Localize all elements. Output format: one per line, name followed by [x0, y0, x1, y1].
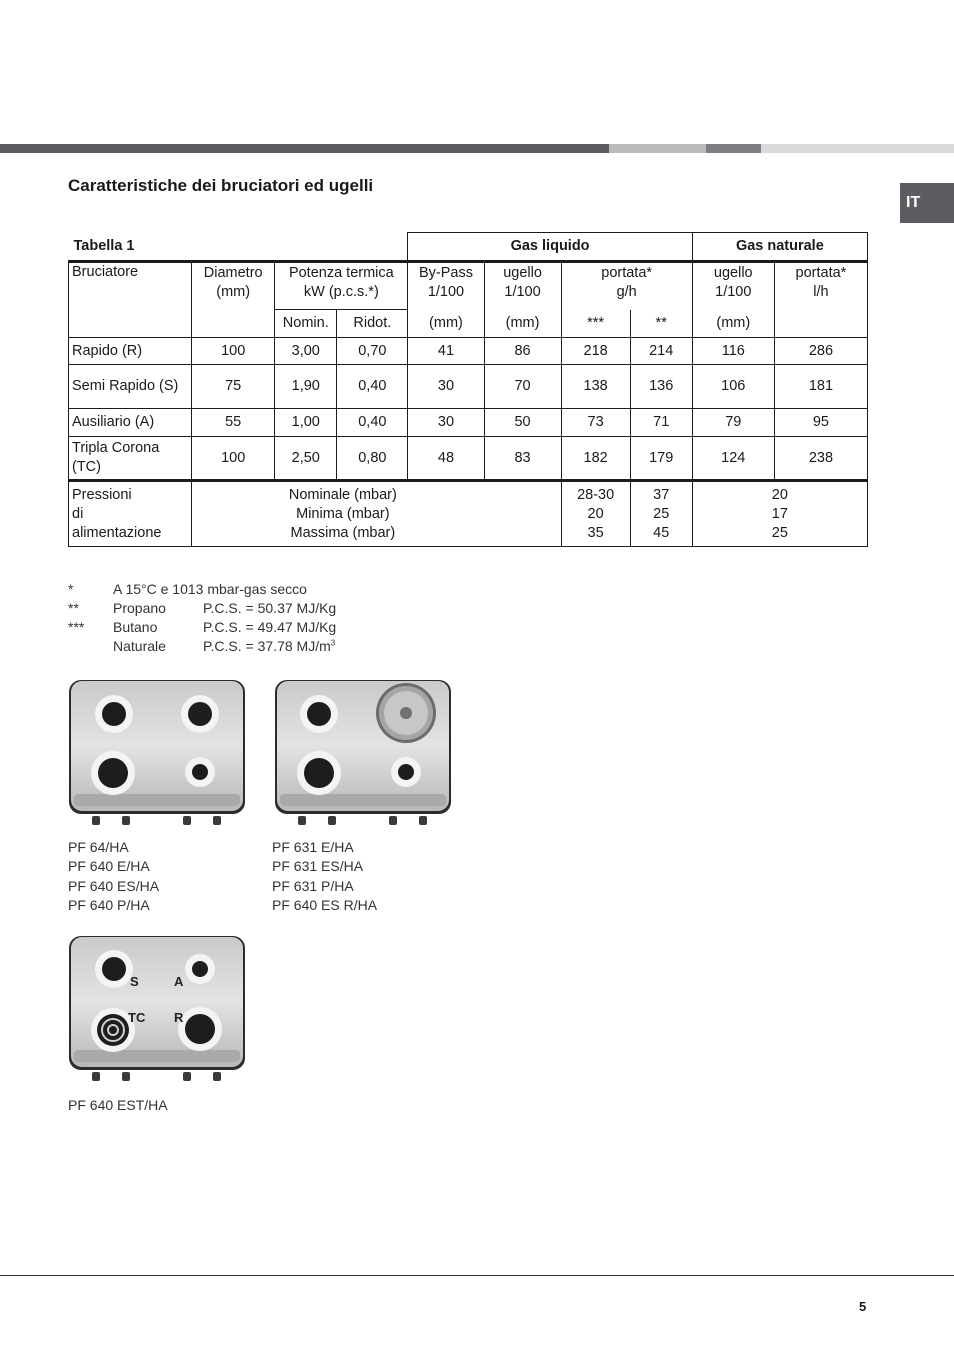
header-bar-pale: [761, 144, 954, 153]
model-name: PF 640 EST/HA: [68, 1097, 168, 1113]
pressure-label: Pressioni di alimentazione: [69, 481, 192, 547]
cell-nominal: 3,00: [275, 338, 337, 365]
footnote: [68, 600, 388, 619]
footnote-value: P.C.S. = 37.78 $MJ/m^3$: [203, 638, 336, 654]
header-propane: **: [630, 310, 692, 338]
cell-flow-propane: 71: [630, 409, 692, 437]
cell-bypass: 30: [408, 365, 484, 409]
hob3-drawing: [66, 932, 248, 1084]
header-nozzle: ugello 1/100: [484, 262, 561, 310]
model-name: PF 631 E/HA: [272, 839, 354, 855]
header-reduced: Ridot.: [337, 310, 408, 338]
header-power: Potenza termica kW (p.c.s.*): [275, 262, 408, 310]
hob-illustration-triple-crown: [66, 932, 248, 1084]
cell-natural-flow: 238: [774, 437, 867, 481]
cell-natural-nozzle: 106: [692, 365, 774, 409]
header-bar-light: [609, 144, 706, 153]
cell-flow-butane: 138: [561, 365, 630, 409]
footnote-value: P.C.S. = 50.37 MJ/Kg: [203, 600, 337, 616]
burner-label-tc: TC: [128, 1010, 146, 1025]
model-name: PF 64/HA: [68, 839, 129, 855]
table-row: [69, 365, 868, 409]
burner-name: Tripla Corona (TC): [69, 437, 192, 481]
hob-illustration-three-burners-electric: [272, 676, 454, 828]
footnote-mark: **: [68, 600, 79, 616]
header-bar-mid: [706, 144, 761, 153]
footnote-gas: Naturale: [113, 638, 166, 654]
pressure-propane: 37 25 45: [630, 481, 692, 547]
burner-spec-table: [68, 232, 868, 547]
header-bar: [0, 144, 954, 153]
cell-reduced: 0,40: [337, 365, 408, 409]
footnote: [68, 581, 388, 600]
model-name: PF 640 ES R/HA: [272, 896, 378, 913]
header-bar-dark: [0, 144, 609, 153]
burner-label-s: S: [130, 974, 139, 989]
footnotes: [68, 581, 388, 657]
footnote: [68, 619, 388, 638]
cell-nozzle: 83: [484, 437, 561, 481]
pressure-natural: 20 17 25: [692, 481, 867, 547]
cell-nominal: 1,90: [275, 365, 337, 409]
hob3-model-list: [68, 1096, 168, 1115]
header-flow-liquid: portata* g/h: [561, 262, 692, 310]
model-name: PF 640 ES/HA: [68, 877, 160, 894]
burner-name: Rapido (R): [69, 338, 192, 365]
header-natural-flow: portata* l/h: [774, 262, 867, 338]
header-nozzle-unit: (mm): [484, 310, 561, 338]
header-nominal: Nomin.: [275, 310, 337, 338]
model-name: PF 631 ES/HA: [272, 858, 364, 875]
pressure-butane: 28-30 20 35: [561, 481, 630, 547]
group-natural-gas: Gas naturale: [692, 233, 867, 262]
hob1-model-list: [68, 838, 159, 915]
burner-name: Semi Rapido (S): [69, 365, 192, 409]
cell-natural-flow: 181: [774, 365, 867, 409]
footnote-gas: Propano: [113, 600, 166, 616]
language-tab: IT: [900, 183, 954, 223]
pressure-row: [69, 481, 868, 547]
footnote-text: A 15°C e 1013 mbar-gas secco: [113, 581, 307, 597]
footnote-mark: *: [68, 581, 74, 597]
cell-diameter: 75: [192, 365, 275, 409]
header-bypass-unit: (mm): [408, 310, 484, 338]
page-number: 5: [859, 1299, 867, 1314]
burner-label-r: R: [174, 1010, 184, 1025]
footnote-mark: ***: [68, 619, 85, 635]
cell-diameter: 55: [192, 409, 275, 437]
cell-reduced: 0,70: [337, 338, 408, 365]
cell-nozzle: 86: [484, 338, 561, 365]
cell-bypass: 41: [408, 338, 484, 365]
cell-bypass: 48: [408, 437, 484, 481]
burner-label-a: A: [174, 974, 184, 989]
cell-nominal: 2,50: [275, 437, 337, 481]
table-row: [69, 338, 868, 365]
footnote: [68, 638, 388, 657]
burner-name: Ausiliario (A): [69, 409, 192, 437]
page-title: Caratteristiche dei bruciatori ed ugelli: [68, 176, 374, 195]
cell-flow-propane: 136: [630, 365, 692, 409]
footnote-gas: Butano: [113, 619, 158, 635]
header-burner: Bruciatore: [69, 262, 192, 338]
model-name: PF 640 P/HA: [68, 896, 150, 913]
cell-diameter: 100: [192, 338, 275, 365]
cell-reduced: 0,40: [337, 409, 408, 437]
cell-natural-nozzle: 124: [692, 437, 774, 481]
cell-flow-propane: 214: [630, 338, 692, 365]
cell-diameter: 100: [192, 437, 275, 481]
model-name: PF 631 P/HA: [272, 877, 354, 894]
footer-divider: [0, 1275, 954, 1276]
cell-nozzle: 70: [484, 365, 561, 409]
cell-nozzle: 50: [484, 409, 561, 437]
table-row: [69, 409, 868, 437]
cell-natural-nozzle: 116: [692, 338, 774, 365]
footnote-value: P.C.S. = 49.47 MJ/Kg: [203, 619, 337, 635]
header-bypass: By-Pass 1/100: [408, 262, 484, 310]
table-row: [69, 437, 868, 481]
cell-bypass: 30: [408, 409, 484, 437]
cell-natural-flow: 95: [774, 409, 867, 437]
model-name: PF 640 E/HA: [68, 858, 150, 875]
hob-illustration-four-burners: [66, 676, 248, 828]
pressure-types: Nominale (mbar) Minima (mbar) Massima (mbar): [192, 481, 561, 547]
cell-flow-butane: 73: [561, 409, 630, 437]
cell-flow-butane: 182: [561, 437, 630, 481]
header-butane: ***: [561, 310, 630, 338]
table-label: Tabella 1: [73, 237, 135, 254]
cell-reduced: 0,80: [337, 437, 408, 481]
cell-flow-butane: 218: [561, 338, 630, 365]
header-natural-nozzle: ugello 1/100: [692, 262, 774, 310]
cell-flow-propane: 179: [630, 437, 692, 481]
group-liquid-gas: Gas liquido: [408, 233, 692, 262]
header-diameter: Diametro (mm): [192, 262, 275, 338]
cell-nominal: 1,00: [275, 409, 337, 437]
hob2-model-list: [272, 838, 377, 915]
cell-natural-flow: 286: [774, 338, 867, 365]
cell-natural-nozzle: 79: [692, 409, 774, 437]
header-natural-nozzle-unit: (mm): [692, 310, 774, 338]
